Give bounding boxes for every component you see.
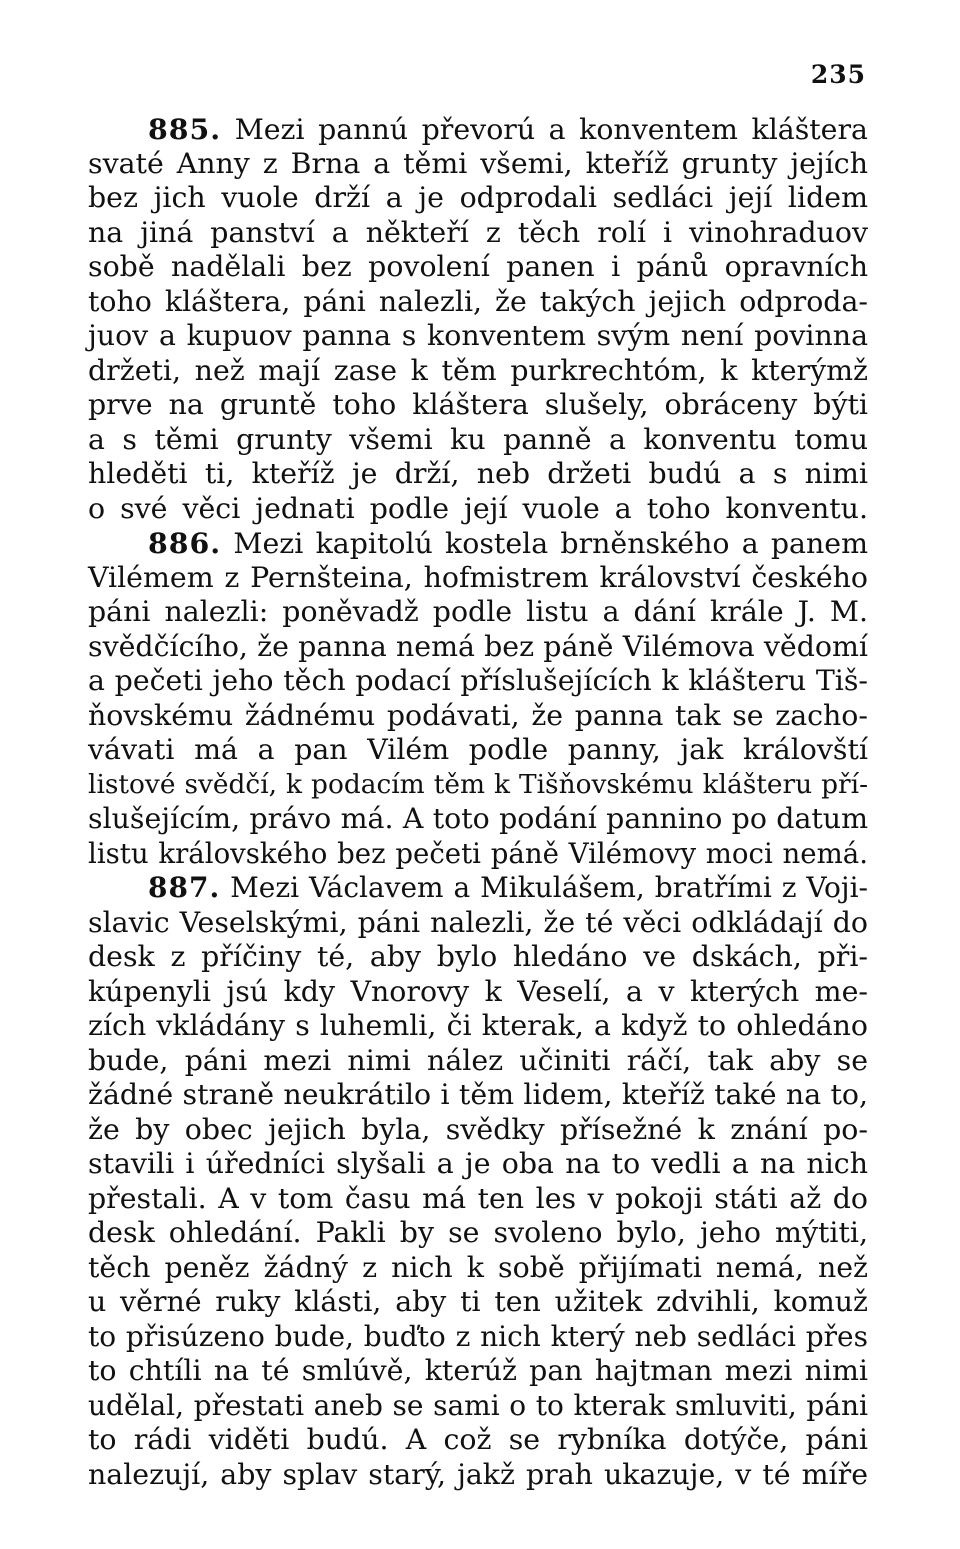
text-line: udělal, přestati aneb se sami o to kterak smluviti, páni bbox=[88, 1388, 868, 1422]
text-line: desk ohledání. Pakli by se svoleno bylo, jeho mýtiti, bbox=[88, 1216, 868, 1249]
section-number-886: 886. bbox=[148, 526, 222, 560]
text-line: Mezi pannú převorú a konventem kláštera bbox=[234, 113, 868, 146]
section-887-line-1 bbox=[88, 871, 868, 906]
text-line: o své věci jednati podle její vuole a toho konventu. bbox=[88, 491, 868, 525]
text-line: desk z příčiny té, aby bylo hledáno ve dskách, při- bbox=[88, 940, 868, 973]
text-line: prve na gruntě toho kláštera slušely, obráceny býti bbox=[88, 388, 868, 421]
text-line: svaté Anny z Brna a těmi všemi, kteříž grunty jejích bbox=[88, 146, 868, 180]
text-line: slavic Veselskými, páni nalezli, že té věci odkládají do bbox=[88, 905, 868, 939]
text-line: žádné straně neukrátilo i těm lidem, kteříž také na to, bbox=[88, 1078, 868, 1111]
text-line: a s těmi grunty všemi ku panně a konventu tomu bbox=[88, 422, 868, 456]
text-line: přestali. A v tom času má ten les v pokoji státi až do bbox=[88, 1181, 868, 1215]
text-line: stavili i úředníci slyšali a je oba na to vedli a na nich bbox=[88, 1147, 868, 1180]
section-number-887: 887. bbox=[148, 871, 221, 904]
text-line: Mezi kapitolú kostela brněnského a panem bbox=[233, 527, 868, 560]
text-line: sobě nadělali bez povolení panen i pánů opravních bbox=[88, 250, 868, 283]
text-line: ňovskému žádnému podávati, že panna tak se zacho- bbox=[88, 698, 868, 732]
text-line: držeti, než mají zase k těm purkrechtóm, k kterýmž bbox=[88, 353, 868, 387]
text-line: nalezují, aby splav starý, jakž prah ukazuje, v té míře bbox=[88, 1457, 868, 1491]
body-text bbox=[88, 112, 868, 1492]
text-line: že by obec jejich byla, svědky přísežné k znání po- bbox=[88, 1112, 868, 1146]
text-line: toho kláštera, páni nalezli, že takých jejich odproda- bbox=[88, 284, 868, 318]
text-line: kúpenyli jsú kdy Vnorovy k Veselí, a v kterých me- bbox=[88, 974, 868, 1008]
text-line: Vilémem z Pernšteina, hofmistrem království českého bbox=[88, 560, 868, 594]
text-line: to přisúzeno bude, buďto z nich který neb sedláci přes bbox=[88, 1319, 868, 1353]
text-line: listové svědčí, k podacím těm k Tišňovskému klášteru pří- bbox=[88, 768, 868, 800]
text-line: zích vkládány s luhemli, či kterak, a když to ohledáno bbox=[88, 1009, 868, 1042]
text-line: těch peněz žádný z nich k sobě přijímati nemá, než bbox=[88, 1250, 868, 1284]
text-line: a pečeti jeho těch podací příslušejících k klášteru Tiš- bbox=[88, 664, 868, 697]
text-line: slušejícím, právo má. A toto podání pannino po datum bbox=[88, 802, 868, 835]
text-line: bez jich vuole drží a je odprodali sedláci její lidem bbox=[88, 181, 868, 214]
section-886-line-1 bbox=[88, 526, 868, 561]
text-line: svědčícího, že panna nemá bez páně Vilémova vědomí bbox=[88, 629, 868, 663]
text-line: Mezi Václavem a Mikulášem, bratřími z Voji- bbox=[230, 871, 868, 904]
page-number: 235 bbox=[810, 60, 866, 89]
text-line: vávati má a pan Vilém podle panny, jak královští bbox=[88, 733, 868, 766]
text-line: bude, páni mezi nimi nález učiniti ráčí, tak aby se bbox=[88, 1043, 868, 1077]
text-line: hleděti ti, kteříž je drží, neb držeti budú a s nimi bbox=[88, 457, 868, 490]
text-line: u věrné ruky klásti, aby ti ten užitek zdvihli, komuž bbox=[88, 1285, 868, 1318]
section-number-885: 885. bbox=[148, 112, 222, 146]
text-line: to chtíli na té smlúvě, kterúž pan hajtman mezi nimi bbox=[88, 1354, 868, 1387]
section-885-line-1 bbox=[88, 112, 868, 147]
text-line: listu královského bez pečeti páně Vilémovy moci nemá. bbox=[88, 836, 868, 870]
text-line: na jiná panství a někteří z těch rolí i vinohraduov bbox=[88, 215, 868, 249]
text-line: páni nalezli: poněvadž podle listu a dání krále J. M. bbox=[88, 595, 868, 628]
text-line: to rádi viděti budú. A což se rybníka dotýče, páni bbox=[88, 1423, 868, 1456]
text-line: juov a kupuov panna s konventem svým není povinna bbox=[88, 319, 868, 352]
